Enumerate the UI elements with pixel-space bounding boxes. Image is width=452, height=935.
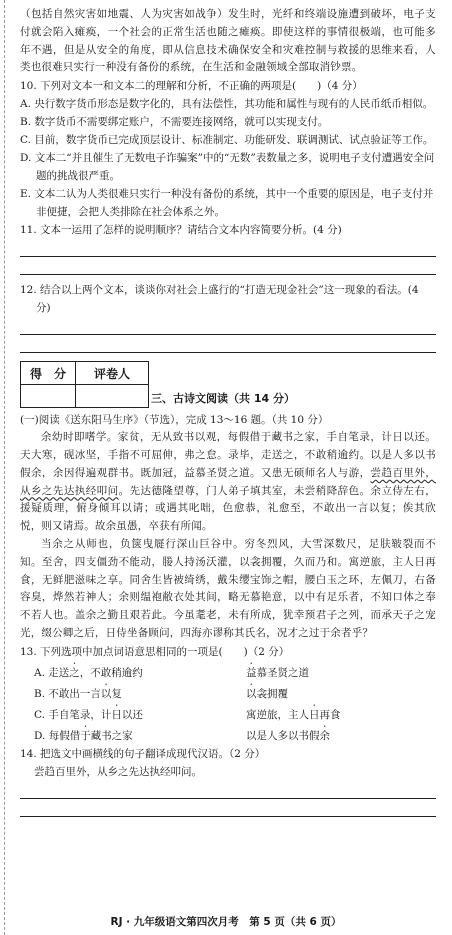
- answer-line: [20, 239, 436, 257]
- question-13-option-b: [20, 682, 436, 703]
- score-label: 得 分: [21, 362, 76, 385]
- option-text: C. 手自笔录，计: [34, 708, 112, 721]
- dotted-word: 日: [111, 708, 122, 721]
- underlined-sentence: 尝趋百里外，从乡之先达执经叩问: [20, 466, 436, 497]
- option-text: 衾拥覆: [256, 687, 288, 700]
- question-10: [20, 77, 436, 221]
- exam-page: [20, 6, 436, 817]
- question-11: [20, 221, 436, 275]
- question-13-option-c: [20, 703, 436, 724]
- option-text: 复: [111, 687, 122, 700]
- option-text: 藏书之家: [90, 729, 133, 742]
- dotted-word: 于: [80, 729, 91, 742]
- intro-paragraph: （包括自然灾害如地震、人为灾害如战争）发生时，光纤和终端设施遭到破坏，电子支付就会陷入瘫痪，一个社会的正常生活也随之瘫痪。即使这样的事情很极端，也可能多年不遇，但是从安全的角度，即从信息技术确保安全和灾难控制与救援的思维来看，人类也很难只实行一种没有备份的系统，在生活和金融领域全部取消钞票。: [20, 8, 436, 74]
- passage-paragraph-1: [20, 429, 436, 536]
- question-13-stem: 13. 下列选项中加点词语意思相同的一项是( )（2 分）: [20, 645, 290, 658]
- binding-margin-line: [4, 0, 5, 935]
- question-13-option-d: [20, 724, 436, 745]
- question-13: [20, 643, 436, 745]
- answer-line: [20, 335, 436, 353]
- option-text: ，不敢稍逾约: [79, 666, 143, 679]
- passage: [20, 429, 436, 643]
- section-title: 三、古诗文阅读（共 14 分）: [151, 392, 295, 406]
- passage-paragraph-2: 当余之从师也，负箧曳屣行深山巨谷中。穷冬烈风，大雪深数尺，足肤皲裂而不知。至舍，四支僵劲不能动，媵人持汤沃灌，以衾拥覆，久而乃和。寓逆旅，主人日再食，无鲜肥滋味之享。同舍生皆被绮绣，戴朱缨宝饰之帽，腰白玉之环，左佩刀，右备容臭，烨然若神人；余则缊袍敝衣处其间，略无慕艳意，以中有足乐者，不知口体之奉不若人也。盖余之勤且艰若此。今虽耄老，未有所成，犹幸预君子之列，而承天子之宠光，缀公卿之后，日侍坐备顾问，四海亦谬称其氏名，况才之过于余者乎？: [20, 537, 436, 639]
- reading-intro: (一)阅读《送东阳马生序》（节选），完成 13～16 题。（共 10 分）: [20, 414, 329, 427]
- dotted-word: 以: [246, 687, 257, 700]
- option-text: 以是人多以书假: [246, 729, 320, 742]
- dotted-word: 以: [100, 687, 112, 700]
- option-text: 再食: [319, 708, 341, 721]
- option-text: 寓逆旅，主人: [246, 708, 309, 721]
- question-13-option-a: [20, 661, 436, 682]
- question-10-stem: 10. 下列对文本一和文本二的理解和分析，不正确的两项是( )（4 分）: [20, 80, 363, 93]
- question-10-option-d: D. 文本二“并且催生了无数电子诈骗案”中的“无数”表数量之多，说明电子支付遭遇安全问题的挑战很严重。: [20, 152, 435, 183]
- passage-text: 余幼时即嗜学。家贫，无从致书以观，每假借于藏书之家，手自笔录，计日以还。天大寒，砚冰坚，手指不可屈伸，弗之怠。录毕，走送之，不敢稍逾约。以是人多以书假余，余因得遍观群书。既加冠，益慕圣贤之道。又患无硕师名人与游，: [20, 431, 436, 479]
- question-14-sentence: 尝趋百里外，从乡之先达执经叩问。: [34, 765, 202, 778]
- answer-line: [20, 781, 436, 799]
- option-text: A. 走送: [34, 666, 70, 679]
- question-11-stem: 11. 文本一运用了怎样的说明顺序？请结合文本内容简要分析。(4 分): [20, 224, 342, 237]
- option-text: B. 不敢出一言: [34, 687, 101, 700]
- dotted-word: 日: [309, 708, 320, 721]
- dotted-word: 余: [319, 729, 330, 742]
- answer-line: [20, 257, 436, 275]
- question-12-stem: 12. 结合以上两个文本，谈谈你对社会上盛行的“打造无现金社会”这一现象的看法。(4 分): [20, 284, 419, 315]
- option-text: D. 每假借: [34, 729, 81, 742]
- passage-text: 。先达德隆望尊，门人弟子填其室，未尝稍降辞色。余立侍左右，援疑质理，俯身倾耳以请；或遇其叱咄，色愈恭，礼愈至，不敢出一言以复；俟其欣悦，则又请焉。故余虽愚，卒获有所闻。: [20, 484, 436, 533]
- reviewer-label: 评卷人: [76, 362, 149, 385]
- dotted-word: 益: [246, 666, 257, 679]
- section-header: [20, 361, 436, 408]
- question-10-option-e: E. 文本二认为人类很难只实行一种没有备份的系统，其中一个重要的原因是，电子支付并非便捷，会把人类排除在社会体系之外。: [20, 188, 434, 219]
- question-14: [20, 745, 436, 817]
- dotted-word: 之: [69, 666, 80, 679]
- reviewer-cell: [76, 385, 149, 408]
- page-footer: RJ · 九年级语文第四次月考 第 5 页（共 6 页）: [110, 916, 342, 928]
- answer-line: [20, 317, 436, 335]
- answer-line: [20, 799, 436, 817]
- question-14-stem: 14. 把选文中画横线的句子翻译成现代汉语。（2 分）: [20, 747, 266, 760]
- question-10-option-c: C. 目前，数字货币已完成顶层设计、标准制定、功能研发、联调测试、试点验证等工作。: [20, 134, 434, 147]
- question-12: [20, 281, 436, 353]
- option-text: 以还: [121, 708, 143, 721]
- score-box: [20, 361, 149, 408]
- option-text: 慕圣贤之道: [256, 666, 309, 679]
- question-10-option-b: B. 数字货币不需要绑定账户，不需要连接网络，就可以实现支付。: [20, 116, 329, 129]
- score-cell: [21, 385, 76, 408]
- question-10-option-a: A. 央行数字货币形态是数字化的，具有法偿性，其功能和属性与现有的人民币纸币相似。: [20, 98, 434, 111]
